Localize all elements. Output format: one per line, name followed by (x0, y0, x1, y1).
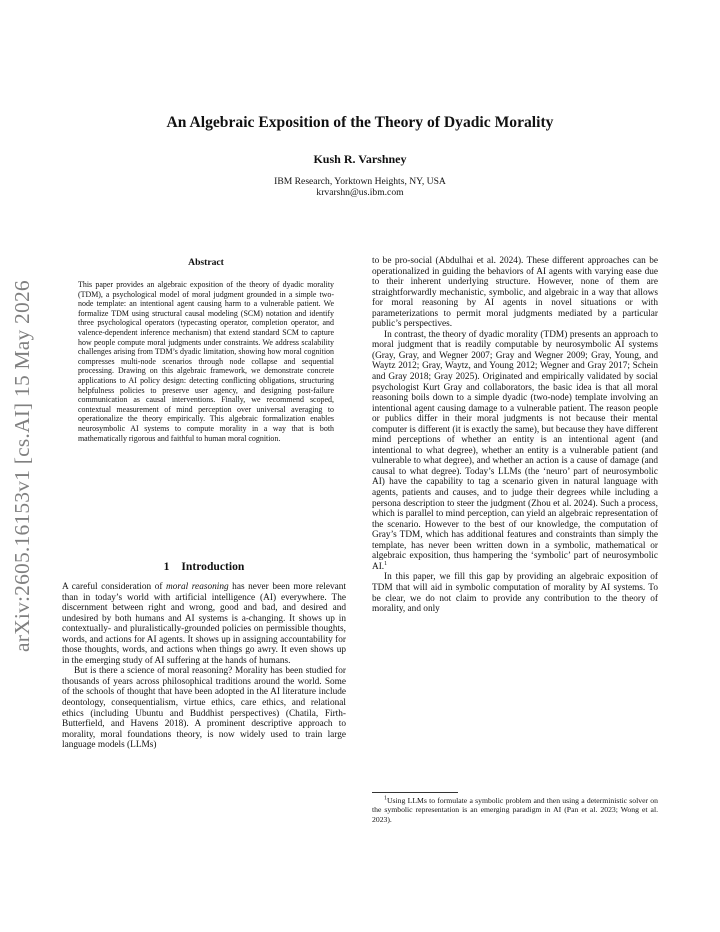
left-column-body (62, 582, 346, 751)
author-name: Kush R. Varshney (313, 152, 407, 166)
author-affiliation-block (60, 176, 660, 198)
right-paragraph-3: In this paper, we fill this gap by providing an algebraic exposition of TDM that will aid in symbolic computation of morality by AI systems. To be clear, we do not claim to provide any contribution to the theory of morality, and only (372, 572, 658, 615)
footnote-number: 1 (384, 795, 387, 802)
intro-p1-text-a: A careful consideration of (62, 582, 167, 592)
right-p2-text: In contrast, the theory of dyadic morality (TDM) presents an approach to moral judgment that is readily computable by neurosymbolic AI systems (Gray, Gray, and Wegner 2007; Gray and Wegner 2009; Gray, Young, and Waytz 2012; Gray, Waytz, and Young 2012; Wegner and Gray 2017; Schein and Gray 2018; Gray 2025). Originated and empirically validated by social psychologist Kurt Gray and collaborators, the basic idea is that all moral reasoning boils down to a simple dyadic (two-node) template involving an intentional agent causing damage to a vulnerable patient. The reason people or publics differ in their moral judgments is not because their mental computer is different (it is exactly the same), but because they have different mind perceptions of whether an entity is an intentional agent (and intentional to what degree), whether an entity is a vulnerable patient (and vulnerable to what degree), and whether an action is a cause of damage (and causal to what degree). Today’s LLMs (the ‘neuro’ part of neurosymbolic AI) have the capability to tag a scenario given in natural language with agents, patients and causes, and to judge their degrees while including a persona description to steer the judgment (Zhou et al. 2024). Such a process, which is parallel to mind perception, can yield an algebraic representation of the scenario. However to the best of our knowledge, the computation of Gray’s TDM, which has additional features and constraints than simply the template, has never been written down in a symbolic, mathematical or algebraic exposition, thus hampering the ‘symbolic’ part of neurosymbolic AI. (372, 329, 658, 572)
author-email[interactable]: krvarshn@us.ibm.com (316, 187, 404, 198)
intro-paragraph-2: But is there a science of moral reasoning? Morality has been studied for thousands of years across philosophical traditions around the world. Some of the schools of thought that have been adopted in the AI literature include deontology, consequentialism, virtue ethics, care ethics, and relational ethics (including Ubuntu and Buddhist perspectives) (Chatila, Firth-Butterfield, and Havens 2018). A prominent descriptive approach to morality, moral foundations theory, is now widely used to train large language models (LLMs) (62, 666, 346, 751)
right-paragraph-1: to be pro-social (Abdulhai et al. 2024). These different approaches can be operationalized in guiding the behaviors of AI agents with varying ease due to their inherent underlying structure. However, none of them are straightforwardly mechanistic, symbolic, and algebraic in a way that allows for moral reasoning by AI agents in novel situations or with parameterizations to permit moral judgments mediated by a particular public’s perspectives. (372, 256, 658, 330)
intro-p1-text-b: has never been more relevant than in today’s world with artificial intelligence (AI) everywhere. The discernment between right and wrong, good and bad, and desired and undesired by both humans and AI systems is a-changing. It shows up in contextually- and pluralistically-grounded policies on permissible thoughts, words, and actions for AI agents. It shows up in assigning accountability for those thoughts, words, and actions when things go awry. It even shows up in the emerging study of AI suffering at the hands of humans. (62, 582, 346, 666)
right-paragraph-2 (372, 330, 658, 573)
intro-p1-emphasis: moral reasoning (166, 582, 229, 592)
footnote (372, 796, 658, 824)
right-column-body (372, 256, 658, 615)
section-number: 1 (163, 560, 170, 573)
arxiv-identifier[interactable]: arXiv:2605.16153v1 [cs.AI] 15 May 2026 (10, 280, 34, 652)
section-heading (62, 560, 346, 573)
section-title: Introduction (181, 560, 245, 573)
footnote-text: Using LLMs to formulate a symbolic problem and then using a deterministic solver on the symbolic representation is an emerging paradigm in AI (Pan et al. 2023; Wong et al. 2023). (372, 796, 658, 824)
paper-title: An Algebraic Exposition of the Theory of Dyadic Morality (166, 114, 554, 131)
affiliation: IBM Research, Yorktown Heights, NY, USA (274, 176, 446, 187)
abstract-heading: Abstract (188, 257, 224, 268)
footnote-divider (372, 792, 458, 793)
abstract-text: This paper provides an algebraic exposition of the theory of dyadic morality (TDM), a psychological model of moral judgment grounded in a simple two-node template: an intentional agent causing harm to a vulnerable patient. We formalize TDM using structural causal modeling (SCM) notation and identify three psychological operators (typecasting operator, completion operator, and valence-dependent inference mechanism) that extend standard SCM to capture how people compute moral judgments under constraints. We address scalability challenges arising from TDM’s dyadic limitation, showing how moral cognition compresses multi-node scenarios through node collapse and sequential processing. Drawing on this algebraic framework, we demonstrate concrete applications to AI policy design: detecting conflicting obligations, structuring helpfulness policies to preserve user agency, and designing post-failure communication as causal interventions. Finally, we recommend scoped, contextual measurement of mind perception over universal averaging to operationalize the theory empirically. This algebraic formalization enables neurosymbolic AI systems to compute morality in a way that is both mathematically rigorous and faithful to human moral cognition. (78, 280, 334, 443)
intro-paragraph-1 (62, 582, 346, 666)
footnote-marker[interactable]: 1 (384, 560, 388, 567)
